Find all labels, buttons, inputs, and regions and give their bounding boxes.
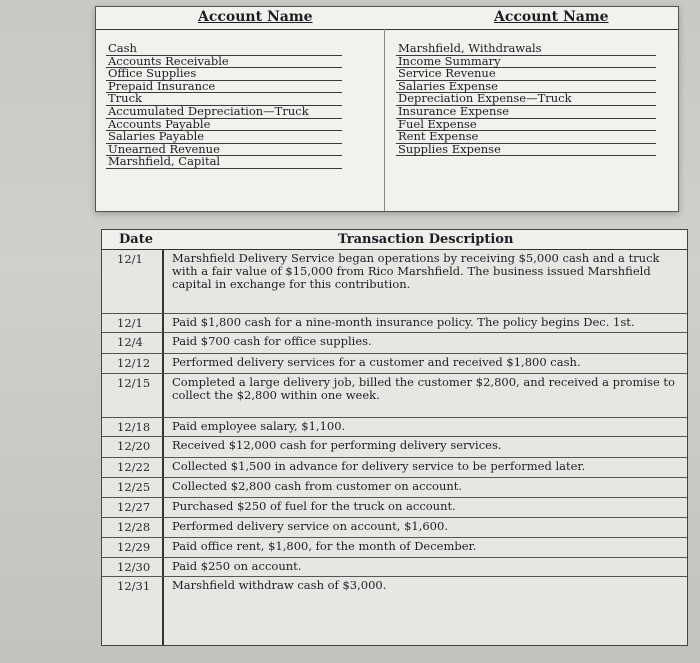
transaction-date: 12/18 [117,420,151,434]
account-name: Accounts Receivable [106,56,342,69]
transaction-description: Marshfield withdraw cash of $3,000. [172,578,387,592]
account-name: Marshfield, Withdrawals [396,43,656,56]
account-name: Cash [106,43,342,56]
left-account-list [106,43,342,169]
transaction-description: Paid $250 on account. [172,559,302,573]
transaction-description: Purchased $250 of fuel for the truck on account. [172,499,456,513]
account-name: Service Revenue [396,68,656,81]
account-name: Insurance Expense [396,106,656,119]
transaction-description: Collected $2,800 cash from customer on account. [172,479,463,493]
transaction-description: Received $12,000 cash for performing delivery services. [172,438,502,452]
transaction-date: 12/28 [117,520,151,534]
account-name: Salaries Payable [106,131,342,144]
transaction-row [102,333,687,354]
transaction-row [102,558,687,577]
transaction-row [102,418,687,437]
transaction-date: 12/12 [117,356,151,370]
transactions-header-row [102,230,687,250]
transaction-date: 12/31 [117,579,151,593]
transaction-description: Paid office rent, $1,800, for the month of December. [172,539,477,553]
transaction-date: 12/25 [117,480,151,494]
chart-of-accounts-table [95,6,679,212]
transaction-row [102,314,687,333]
transaction-description: Collected $1,500 in advance for delivery service to be performed later. [172,459,586,473]
account-name: Accumulated Depreciation—Truck [106,106,342,119]
right-account-name-header: Account Name [494,9,609,25]
account-name: Income Summary [396,56,656,69]
account-name: Supplies Expense [396,144,656,157]
transaction-row [102,374,687,418]
transaction-row [102,354,687,374]
transaction-date: 12/29 [117,540,151,554]
account-name: Marshfield, Capital [106,156,342,169]
account-name: Rent Expense [396,131,656,144]
transaction-description: Performed delivery service on account, $1,600. [172,519,448,533]
transaction-date: 12/22 [117,460,151,474]
account-name: Accounts Payable [106,119,342,132]
right-account-list [396,43,656,156]
transaction-row [102,478,687,498]
transaction-description: Paid $1,800 cash for a nine-month insurance policy. The policy begins Dec. 1st. [172,315,635,329]
transaction-date: 12/30 [117,560,151,574]
transaction-date: 12/20 [117,439,151,453]
transaction-row [102,458,687,478]
account-name: Depreciation Expense—Truck [396,93,656,106]
transaction-description: Performed delivery services for a customer and received $1,800 cash. [172,355,581,369]
transaction-row [102,538,687,558]
left-account-name-header: Account Name [198,9,313,25]
transaction-row [102,518,687,538]
transaction-row [102,250,687,314]
transaction-date: 12/1 [117,252,143,266]
accounts-column-divider [384,29,385,211]
transaction-row [102,437,687,458]
transaction-description: Paid employee salary, $1,100. [172,419,346,433]
account-name: Office Supplies [106,68,342,81]
transaction-row [102,577,687,595]
account-name: Prepaid Insurance [106,81,342,94]
transaction-row [102,498,687,518]
transactions-table [101,229,688,646]
account-name: Unearned Revenue [106,144,342,157]
account-name: Salaries Expense [396,81,656,94]
account-name: Truck [106,93,342,106]
accounts-header-row [96,7,678,30]
transaction-date: 12/15 [117,376,151,390]
account-name: Fuel Expense [396,119,656,132]
transaction-date: 12/1 [117,316,143,330]
transaction-description: Marshfield Delivery Service began operations by receiving $5,000 cash and a truck with a fair value of $15,000 from Rico Marshfield. The business issued Marshfield capital in exchange for this contribution. [172,251,660,291]
transaction-date: 12/4 [117,335,143,349]
description-header: Transaction Description [338,232,514,247]
date-header: Date [119,232,153,247]
transaction-description: Paid $700 cash for office supplies. [172,334,372,348]
transaction-description: Completed a large delivery job, billed the customer $2,800, and received a promise to collect the $2,800 within one week. [172,375,675,402]
transaction-date: 12/27 [117,500,151,514]
